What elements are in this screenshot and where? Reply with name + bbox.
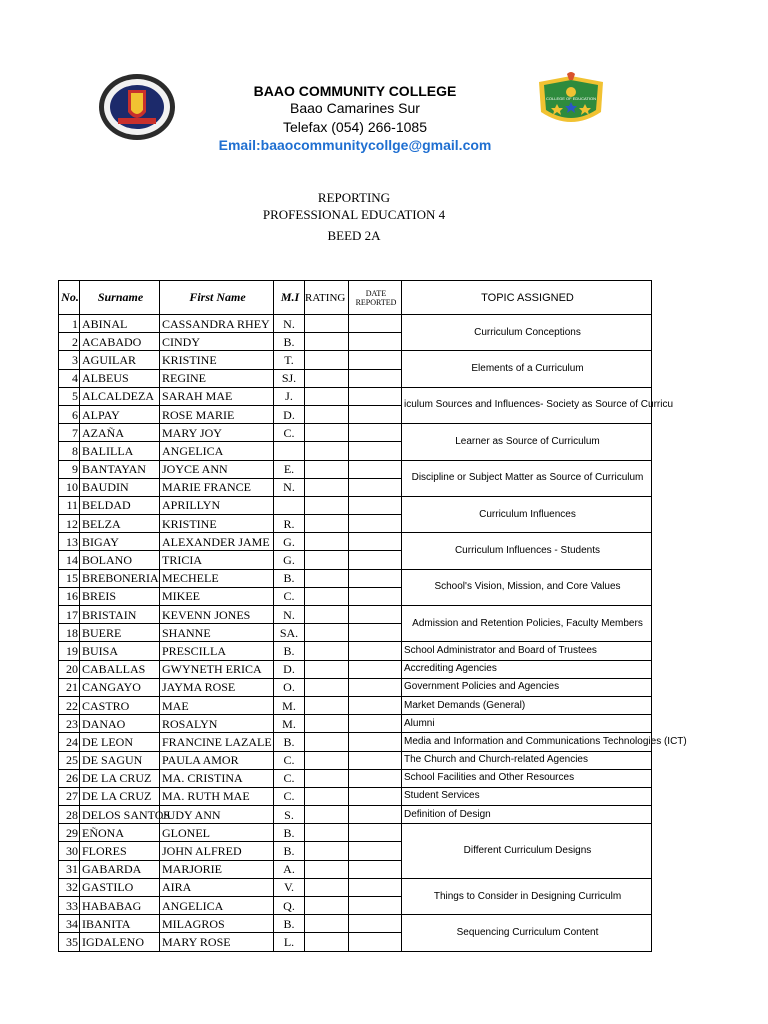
row-topic-assigned xyxy=(402,660,652,678)
row-rating-cell[interactable] xyxy=(305,551,349,569)
row-surname: BELDAD xyxy=(80,496,160,514)
row-first-name: ANGELICA xyxy=(160,897,274,915)
row-date-reported-cell[interactable] xyxy=(349,351,402,369)
row-number: 14 xyxy=(59,551,80,569)
topic-text: Admission and Retention Policies, Faculty Members xyxy=(412,617,643,629)
table-row xyxy=(59,606,652,624)
row-topic-assigned xyxy=(402,769,652,787)
row-date-reported-cell[interactable] xyxy=(349,533,402,551)
subtitle-line-1: REPORTING xyxy=(317,190,391,205)
row-first-name: KRISTINE xyxy=(160,351,274,369)
table-row xyxy=(59,496,652,514)
row-topic-assigned xyxy=(402,751,652,769)
row-topic-assigned xyxy=(402,460,652,496)
row-middle-initial: B. xyxy=(274,642,305,660)
row-first-name: MARIE FRANCE xyxy=(160,478,274,496)
row-middle-initial: O. xyxy=(274,678,305,696)
row-middle-initial: B. xyxy=(274,333,305,351)
row-surname: BALILLA xyxy=(80,442,160,460)
row-first-name: CASSANDRA RHEY xyxy=(160,315,274,333)
header-mi: M.I xyxy=(274,281,305,315)
row-date-reported-cell[interactable] xyxy=(349,715,402,733)
row-topic-assigned xyxy=(402,315,652,351)
row-number: 28 xyxy=(59,806,80,824)
row-date-reported-cell[interactable] xyxy=(349,405,402,423)
row-number: 3 xyxy=(59,351,80,369)
row-first-name: PRESCILLA xyxy=(160,642,274,660)
row-first-name: MIKEE xyxy=(160,587,274,605)
table-row xyxy=(59,660,652,678)
row-surname: BREBONERIA xyxy=(80,569,160,587)
row-surname: EÑONA xyxy=(80,824,160,842)
row-number: 5 xyxy=(59,387,80,405)
row-middle-initial: C. xyxy=(274,787,305,805)
row-middle-initial: J. xyxy=(274,387,305,405)
row-first-name: JUDY ANN xyxy=(160,806,274,824)
row-first-name: SARAH MAE xyxy=(160,387,274,405)
row-topic-assigned xyxy=(402,878,652,914)
row-number: 19 xyxy=(59,642,80,660)
row-surname: CABALLAS xyxy=(80,660,160,678)
row-middle-initial xyxy=(274,442,305,460)
row-middle-initial: V. xyxy=(274,878,305,896)
row-first-name: MARY JOY xyxy=(160,424,274,442)
row-first-name: AIRA xyxy=(160,878,274,896)
row-date-reported-cell[interactable] xyxy=(349,387,402,405)
row-surname: ALBEUS xyxy=(80,369,160,387)
row-rating-cell[interactable] xyxy=(305,369,349,387)
row-date-reported-cell[interactable] xyxy=(349,660,402,678)
row-middle-initial: R. xyxy=(274,515,305,533)
row-rating-cell[interactable] xyxy=(305,915,349,933)
row-topic-assigned xyxy=(402,533,652,569)
row-number: 16 xyxy=(59,587,80,605)
row-middle-initial: N. xyxy=(274,315,305,333)
row-surname: BUISA xyxy=(80,642,160,660)
row-number: 31 xyxy=(59,860,80,878)
row-surname: CANGAYO xyxy=(80,678,160,696)
row-number: 30 xyxy=(59,842,80,860)
row-number: 18 xyxy=(59,624,80,642)
row-date-reported-cell[interactable] xyxy=(349,333,402,351)
row-surname: BIGAY xyxy=(80,533,160,551)
row-middle-initial: SA. xyxy=(274,624,305,642)
row-date-reported-cell[interactable] xyxy=(349,478,402,496)
table-row xyxy=(59,751,652,769)
row-first-name: APRILLYN xyxy=(160,496,274,514)
row-rating-cell[interactable] xyxy=(305,587,349,605)
row-first-name: JOHN ALFRED xyxy=(160,842,274,860)
topic-text: Market Demands (General) xyxy=(404,699,526,711)
row-number: 6 xyxy=(59,405,80,423)
row-surname: CASTRO xyxy=(80,696,160,714)
row-surname: BOLANO xyxy=(80,551,160,569)
row-rating-cell[interactable] xyxy=(305,478,349,496)
row-surname: DE SAGUN xyxy=(80,751,160,769)
row-topic-assigned xyxy=(402,915,652,951)
row-surname: DELOS SANTOS xyxy=(80,806,160,824)
row-date-reported-cell[interactable] xyxy=(349,642,402,660)
row-rating-cell[interactable] xyxy=(305,860,349,878)
row-rating-cell[interactable] xyxy=(305,678,349,696)
row-number: 21 xyxy=(59,678,80,696)
row-rating-cell[interactable] xyxy=(305,933,349,951)
row-surname: ALPAY xyxy=(80,405,160,423)
table-row xyxy=(59,915,652,933)
row-date-reported-cell[interactable] xyxy=(349,678,402,696)
topic-text: Curriculum Conceptions xyxy=(474,326,581,338)
topic-text: Accrediting Agencies xyxy=(404,663,497,675)
row-rating-cell[interactable] xyxy=(305,878,349,896)
topic-text: School's Vision, Mission, and Core Values xyxy=(434,581,621,593)
table-row xyxy=(59,424,652,442)
row-first-name: REGINE xyxy=(160,369,274,387)
table-row xyxy=(59,533,652,551)
row-first-name: ROSE MARIE xyxy=(160,405,274,423)
row-surname: DE LA CRUZ xyxy=(80,769,160,787)
row-rating-cell[interactable] xyxy=(305,624,349,642)
row-rating-cell[interactable] xyxy=(305,897,349,915)
table-row xyxy=(59,878,652,896)
row-first-name: MILAGROS xyxy=(160,915,274,933)
row-date-reported-cell[interactable] xyxy=(349,751,402,769)
row-number: 33 xyxy=(59,897,80,915)
row-date-reported-cell[interactable] xyxy=(349,860,402,878)
row-topic-assigned xyxy=(402,824,652,879)
row-rating-cell[interactable] xyxy=(305,460,349,478)
subtitle-line-2: PROFESSIONAL EDUCATION 4 xyxy=(262,207,446,222)
row-first-name: ALEXANDER JAME xyxy=(160,533,274,551)
header-rating: RATING xyxy=(305,281,349,315)
row-surname: BREIS xyxy=(80,587,160,605)
row-middle-initial xyxy=(274,496,305,514)
topic-text: Discipline or Subject Matter as Source of Curriculum xyxy=(411,472,644,484)
row-topic-assigned xyxy=(402,569,652,605)
reporting-table xyxy=(58,280,687,952)
row-middle-initial: N. xyxy=(274,606,305,624)
row-number: 29 xyxy=(59,824,80,842)
row-topic-assigned xyxy=(402,351,652,387)
row-rating-cell[interactable] xyxy=(305,351,349,369)
topic-text: Media and Information and Communications Technologies (ICT) xyxy=(404,735,687,747)
row-middle-initial: C. xyxy=(274,424,305,442)
row-rating-cell[interactable] xyxy=(305,496,349,514)
row-number: 12 xyxy=(59,515,80,533)
row-middle-initial: C. xyxy=(274,769,305,787)
row-first-name: ROSALYN xyxy=(160,715,274,733)
row-rating-cell[interactable] xyxy=(305,442,349,460)
row-first-name: MARJORIE xyxy=(160,860,274,878)
topic-text: Alumni xyxy=(404,717,435,729)
row-surname: GABARDA xyxy=(80,860,160,878)
row-date-reported-cell[interactable] xyxy=(349,460,402,478)
row-topic-assigned xyxy=(402,733,687,751)
row-date-reported-cell[interactable] xyxy=(349,842,402,860)
row-first-name: PAULA AMOR xyxy=(160,751,274,769)
table-header-row xyxy=(59,281,652,315)
row-middle-initial: E. xyxy=(274,460,305,478)
college-email[interactable]: Email:baaocommunitycollge@gmail.com xyxy=(218,137,492,153)
row-middle-initial: D. xyxy=(274,405,305,423)
topic-text: iculum Sources and Influences- Society as Source of Curricu xyxy=(404,399,674,411)
row-topic-assigned xyxy=(402,496,652,532)
row-surname: ALCALDEZA xyxy=(80,387,160,405)
row-middle-initial: B. xyxy=(274,842,305,860)
row-number: 1 xyxy=(59,315,80,333)
table-row xyxy=(59,678,652,696)
header-surname: Surname xyxy=(80,281,160,315)
row-rating-cell[interactable] xyxy=(305,733,349,751)
row-date-reported-cell[interactable] xyxy=(349,315,402,333)
table-row xyxy=(59,642,652,660)
row-surname: BANTAYAN xyxy=(80,460,160,478)
row-first-name: TRICIA xyxy=(160,551,274,569)
row-middle-initial: Q. xyxy=(274,897,305,915)
row-topic-assigned xyxy=(402,806,652,824)
table-row xyxy=(59,824,652,842)
svg-text:COLLEGE OF EDUCATION: COLLEGE OF EDUCATION xyxy=(546,96,596,101)
college-seal-logo xyxy=(98,72,176,142)
row-surname: FLORES xyxy=(80,842,160,860)
row-rating-cell[interactable] xyxy=(305,806,349,824)
row-topic-assigned xyxy=(402,678,652,696)
row-surname: AGUILAR xyxy=(80,351,160,369)
table-row xyxy=(59,696,652,714)
row-middle-initial: B. xyxy=(274,733,305,751)
table-row xyxy=(59,569,652,587)
row-rating-cell[interactable] xyxy=(305,606,349,624)
row-middle-initial: N. xyxy=(274,478,305,496)
row-topic-assigned xyxy=(402,606,652,642)
row-date-reported-cell[interactable] xyxy=(349,551,402,569)
row-rating-cell[interactable] xyxy=(305,533,349,551)
topic-text: School Facilities and Other Resources xyxy=(404,772,575,784)
row-number: 27 xyxy=(59,787,80,805)
row-number: 2 xyxy=(59,333,80,351)
row-rating-cell[interactable] xyxy=(305,315,349,333)
row-first-name: SHANNE xyxy=(160,624,274,642)
topic-text: Different Curriculum Designs xyxy=(463,845,592,857)
row-number: 17 xyxy=(59,606,80,624)
header-topic-assigned: TOPIC ASSIGNED xyxy=(402,281,652,315)
row-middle-initial: C. xyxy=(274,587,305,605)
row-surname: DE LA CRUZ xyxy=(80,787,160,805)
row-middle-initial: T. xyxy=(274,351,305,369)
row-rating-cell[interactable] xyxy=(305,642,349,660)
row-rating-cell[interactable] xyxy=(305,769,349,787)
table-row xyxy=(59,460,652,478)
row-topic-assigned xyxy=(402,787,652,805)
row-rating-cell[interactable] xyxy=(305,660,349,678)
row-date-reported-cell[interactable] xyxy=(349,733,402,751)
row-surname: ABINAL xyxy=(80,315,160,333)
row-number: 22 xyxy=(59,696,80,714)
row-first-name: KEVENN JONES xyxy=(160,606,274,624)
row-number: 10 xyxy=(59,478,80,496)
row-middle-initial: L. xyxy=(274,933,305,951)
college-name: BAAO COMMUNITY COLLEGE xyxy=(253,83,457,99)
row-middle-initial: B. xyxy=(274,569,305,587)
row-middle-initial: M. xyxy=(274,715,305,733)
row-surname: DE LEON xyxy=(80,733,160,751)
row-middle-initial: SJ. xyxy=(274,369,305,387)
row-date-reported-cell[interactable] xyxy=(349,915,402,933)
topic-text: Elements of a Curriculum xyxy=(471,363,584,375)
row-surname: AZAÑA xyxy=(80,424,160,442)
row-number: 15 xyxy=(59,569,80,587)
row-date-reported-cell[interactable] xyxy=(349,442,402,460)
topic-text: Things to Consider in Designing Curriculm xyxy=(433,890,622,902)
row-rating-cell[interactable] xyxy=(305,405,349,423)
row-number: 9 xyxy=(59,460,80,478)
row-rating-cell[interactable] xyxy=(305,424,349,442)
row-surname: BAUDIN xyxy=(80,478,160,496)
row-number: 25 xyxy=(59,751,80,769)
table-row xyxy=(59,806,652,824)
row-date-reported-cell[interactable] xyxy=(349,824,402,842)
topic-text: Curriculum Influences - Students xyxy=(454,544,601,556)
row-date-reported-cell[interactable] xyxy=(349,696,402,714)
row-first-name: MECHELE xyxy=(160,569,274,587)
table-row xyxy=(59,787,652,805)
row-rating-cell[interactable] xyxy=(305,333,349,351)
row-date-reported-cell[interactable] xyxy=(349,569,402,587)
row-surname: DANAO xyxy=(80,715,160,733)
row-date-reported-cell[interactable] xyxy=(349,897,402,915)
row-first-name: MAE xyxy=(160,696,274,714)
row-date-reported-cell[interactable] xyxy=(349,933,402,951)
row-number: 23 xyxy=(59,715,80,733)
row-first-name: JAYMA ROSE xyxy=(160,678,274,696)
row-surname: IGDALENO xyxy=(80,933,160,951)
row-date-reported-cell[interactable] xyxy=(349,496,402,514)
row-surname: IBANITA xyxy=(80,915,160,933)
row-number: 26 xyxy=(59,769,80,787)
row-date-reported-cell[interactable] xyxy=(349,769,402,787)
row-date-reported-cell[interactable] xyxy=(349,878,402,896)
row-surname: HABABAG xyxy=(80,897,160,915)
row-topic-assigned xyxy=(402,715,652,733)
row-number: 11 xyxy=(59,496,80,514)
row-date-reported-cell[interactable] xyxy=(349,515,402,533)
row-middle-initial: S. xyxy=(274,806,305,824)
row-surname: BUERE xyxy=(80,624,160,642)
topic-text: Student Services xyxy=(404,790,480,802)
row-rating-cell[interactable] xyxy=(305,824,349,842)
row-middle-initial: B. xyxy=(274,824,305,842)
row-first-name: CINDY xyxy=(160,333,274,351)
topic-text: School Administrator and Board of Trustees xyxy=(404,644,597,656)
row-rating-cell[interactable] xyxy=(305,751,349,769)
row-number: 32 xyxy=(59,878,80,896)
row-middle-initial: G. xyxy=(274,551,305,569)
row-first-name: JOYCE ANN xyxy=(160,460,274,478)
row-date-reported-cell[interactable] xyxy=(349,624,402,642)
row-rating-cell[interactable] xyxy=(305,387,349,405)
row-first-name: MA. CRISTINA xyxy=(160,769,274,787)
row-date-reported-cell[interactable] xyxy=(349,787,402,805)
topic-text: Sequencing Curriculum Content xyxy=(456,926,599,938)
topic-text: The Church and Church-related Agencies xyxy=(404,754,588,766)
topic-text: Government Policies and Agencies xyxy=(404,681,560,693)
row-rating-cell[interactable] xyxy=(305,715,349,733)
row-rating-cell[interactable] xyxy=(305,515,349,533)
row-topic-assigned xyxy=(402,696,652,714)
college-of-education-logo xyxy=(535,72,607,134)
header-first-name: First Name xyxy=(160,281,274,315)
table-row xyxy=(59,715,652,733)
topic-text: Definition of Design xyxy=(404,808,491,820)
college-telefax: Telefax (054) 266-1085 xyxy=(283,119,427,135)
row-middle-initial: M. xyxy=(274,696,305,714)
row-number: 7 xyxy=(59,424,80,442)
header-no: No. xyxy=(59,281,80,315)
row-middle-initial: C. xyxy=(274,751,305,769)
row-first-name: MARY ROSE xyxy=(160,933,274,951)
row-surname: BRISTAIN xyxy=(80,606,160,624)
row-number: 4 xyxy=(59,369,80,387)
row-number: 35 xyxy=(59,933,80,951)
row-topic-assigned xyxy=(402,424,652,460)
row-date-reported-cell[interactable] xyxy=(349,369,402,387)
row-rating-cell[interactable] xyxy=(305,696,349,714)
topic-text: Learner as Source of Curriculum xyxy=(455,435,600,447)
row-middle-initial: B. xyxy=(274,915,305,933)
row-rating-cell[interactable] xyxy=(305,569,349,587)
row-number: 34 xyxy=(59,915,80,933)
table-row xyxy=(59,387,652,405)
topic-text: Curriculum Influences xyxy=(479,508,576,520)
college-address: Baao Camarines Sur xyxy=(290,100,420,116)
table-row xyxy=(59,769,652,787)
table-row xyxy=(59,733,652,751)
row-first-name: KRISTINE xyxy=(160,515,274,533)
table-row xyxy=(59,315,652,333)
row-first-name: FRANCINE LAZALE xyxy=(160,733,274,751)
row-first-name: GWYNETH ERICA xyxy=(160,660,274,678)
row-surname: GASTILO xyxy=(80,878,160,896)
row-surname: ACABADO xyxy=(80,333,160,351)
table-row xyxy=(59,351,652,369)
row-first-name: ANGELICA xyxy=(160,442,274,460)
row-rating-cell[interactable] xyxy=(305,842,349,860)
row-date-reported-cell[interactable] xyxy=(349,424,402,442)
row-topic-assigned xyxy=(402,642,652,660)
row-topic-assigned xyxy=(402,387,674,423)
row-surname: BELZA xyxy=(80,515,160,533)
row-middle-initial: D. xyxy=(274,660,305,678)
row-first-name: GLONEL xyxy=(160,824,274,842)
row-number: 13 xyxy=(59,533,80,551)
row-middle-initial: A. xyxy=(274,860,305,878)
row-rating-cell[interactable] xyxy=(305,787,349,805)
subtitle-line-3: BEED 2A xyxy=(327,228,381,243)
row-date-reported-cell[interactable] xyxy=(349,606,402,624)
row-number: 24 xyxy=(59,733,80,751)
row-first-name: MA. RUTH MAE xyxy=(160,787,274,805)
row-middle-initial: G. xyxy=(274,533,305,551)
header-date-reported: DATE REPORTED xyxy=(349,281,402,315)
row-date-reported-cell[interactable] xyxy=(349,587,402,605)
row-number: 20 xyxy=(59,660,80,678)
row-number: 8 xyxy=(59,442,80,460)
row-date-reported-cell[interactable] xyxy=(349,806,402,824)
